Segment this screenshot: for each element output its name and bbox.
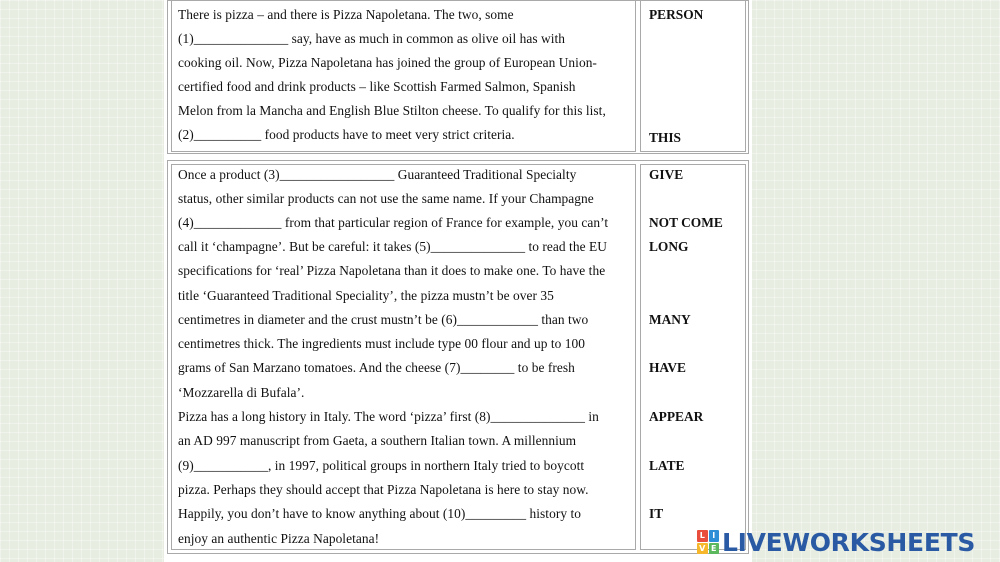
- text-line: centimetres thick. The ingredients must include type 00 flour and up to 100: [178, 336, 585, 351]
- text-line: Once a product (3)_________________ Guaranteed Traditional Specialty: [178, 167, 577, 182]
- text-line: certified food and drink products – like Scottish Farmed Salmon, Spanish: [178, 79, 576, 94]
- text-line: (2)__________ food products have to meet very strict criteria.: [178, 127, 515, 142]
- keyword: PERSON: [649, 7, 704, 22]
- badge-letter: E: [709, 543, 720, 555]
- passage-1-text: [171, 1, 636, 152]
- keyword: IT: [649, 506, 664, 521]
- text-line: call it ‘champagne’. But be careful: it takes (5)______________ to read the EU: [178, 239, 607, 254]
- text-line: status, other similar products can not use the same name. If your Champagne: [178, 191, 594, 206]
- keyword: MANY: [649, 312, 691, 327]
- text-line: specifications for ‘real’ Pizza Napoletana than it does to make one. To have the: [178, 263, 606, 278]
- text-line: There is pizza – and there is Pizza Napoletana. The two, some: [178, 7, 514, 22]
- badge-letter: I: [709, 530, 720, 542]
- text-line: an AD 997 manuscript from Gaeta, a southern Italian town. A millennium: [178, 433, 577, 448]
- text-line: grams of San Marzano tomatoes. And the cheese (7)________ to be fresh: [178, 360, 575, 375]
- liveworksheets-logo[interactable]: [697, 527, 975, 557]
- logo-text: LIVEWORKSHEETS: [722, 527, 976, 557]
- text-line: (1)______________ say, have as much in common as olive oil has with: [178, 31, 566, 46]
- text-line: enjoy an authentic Pizza Napoletana!: [178, 531, 380, 546]
- text-line: Happily, you don’t have to know anything about (10)_________ history to: [178, 506, 581, 521]
- text-line: (4)_____________ from that particular region of France for example, you can’t: [178, 215, 609, 230]
- keyword: GIVE: [649, 167, 684, 182]
- text-line: pizza. Perhaps they should accept that Pizza Napoletana is here to stay now.: [178, 482, 589, 497]
- badge-letter: L: [697, 530, 708, 542]
- passage-2-table: [167, 160, 749, 554]
- text-line: cooking oil. Now, Pizza Napoletana has joined the group of European Union-: [178, 55, 597, 70]
- passage-1-word-column: [640, 1, 746, 152]
- keyword: HAVE: [649, 360, 686, 375]
- passage-2-text: [171, 164, 636, 550]
- keyword: NOT COME: [649, 215, 723, 230]
- passage-1-table: [167, 0, 749, 154]
- passage-2-word-column: [640, 164, 746, 550]
- worksheet: [164, 0, 752, 562]
- keyword: LONG: [649, 239, 689, 254]
- keyword: LATE: [649, 458, 685, 473]
- keyword: APPEAR: [649, 409, 704, 424]
- text-line: centimetres in diameter and the crust mustn’t be (6)____________ than two: [178, 312, 589, 327]
- badge-letter: V: [697, 543, 708, 555]
- text-line: title ‘Guaranteed Traditional Speciality’, the pizza mustn’t be over 35: [178, 288, 554, 303]
- text-line: (9)___________, in 1997, political groups in northern Italy tried to boycott: [178, 458, 585, 473]
- keyword: THIS: [649, 130, 682, 145]
- text-line: Pizza has a long history in Italy. The word ‘pizza’ first (8)______________ in: [178, 409, 599, 424]
- text-line: Melon from la Mancha and English Blue Stilton cheese. To qualify for this list,: [178, 103, 606, 118]
- text-line: ‘Mozzarella di Bufala’.: [178, 385, 305, 400]
- logo-badge-icon: [697, 530, 719, 554]
